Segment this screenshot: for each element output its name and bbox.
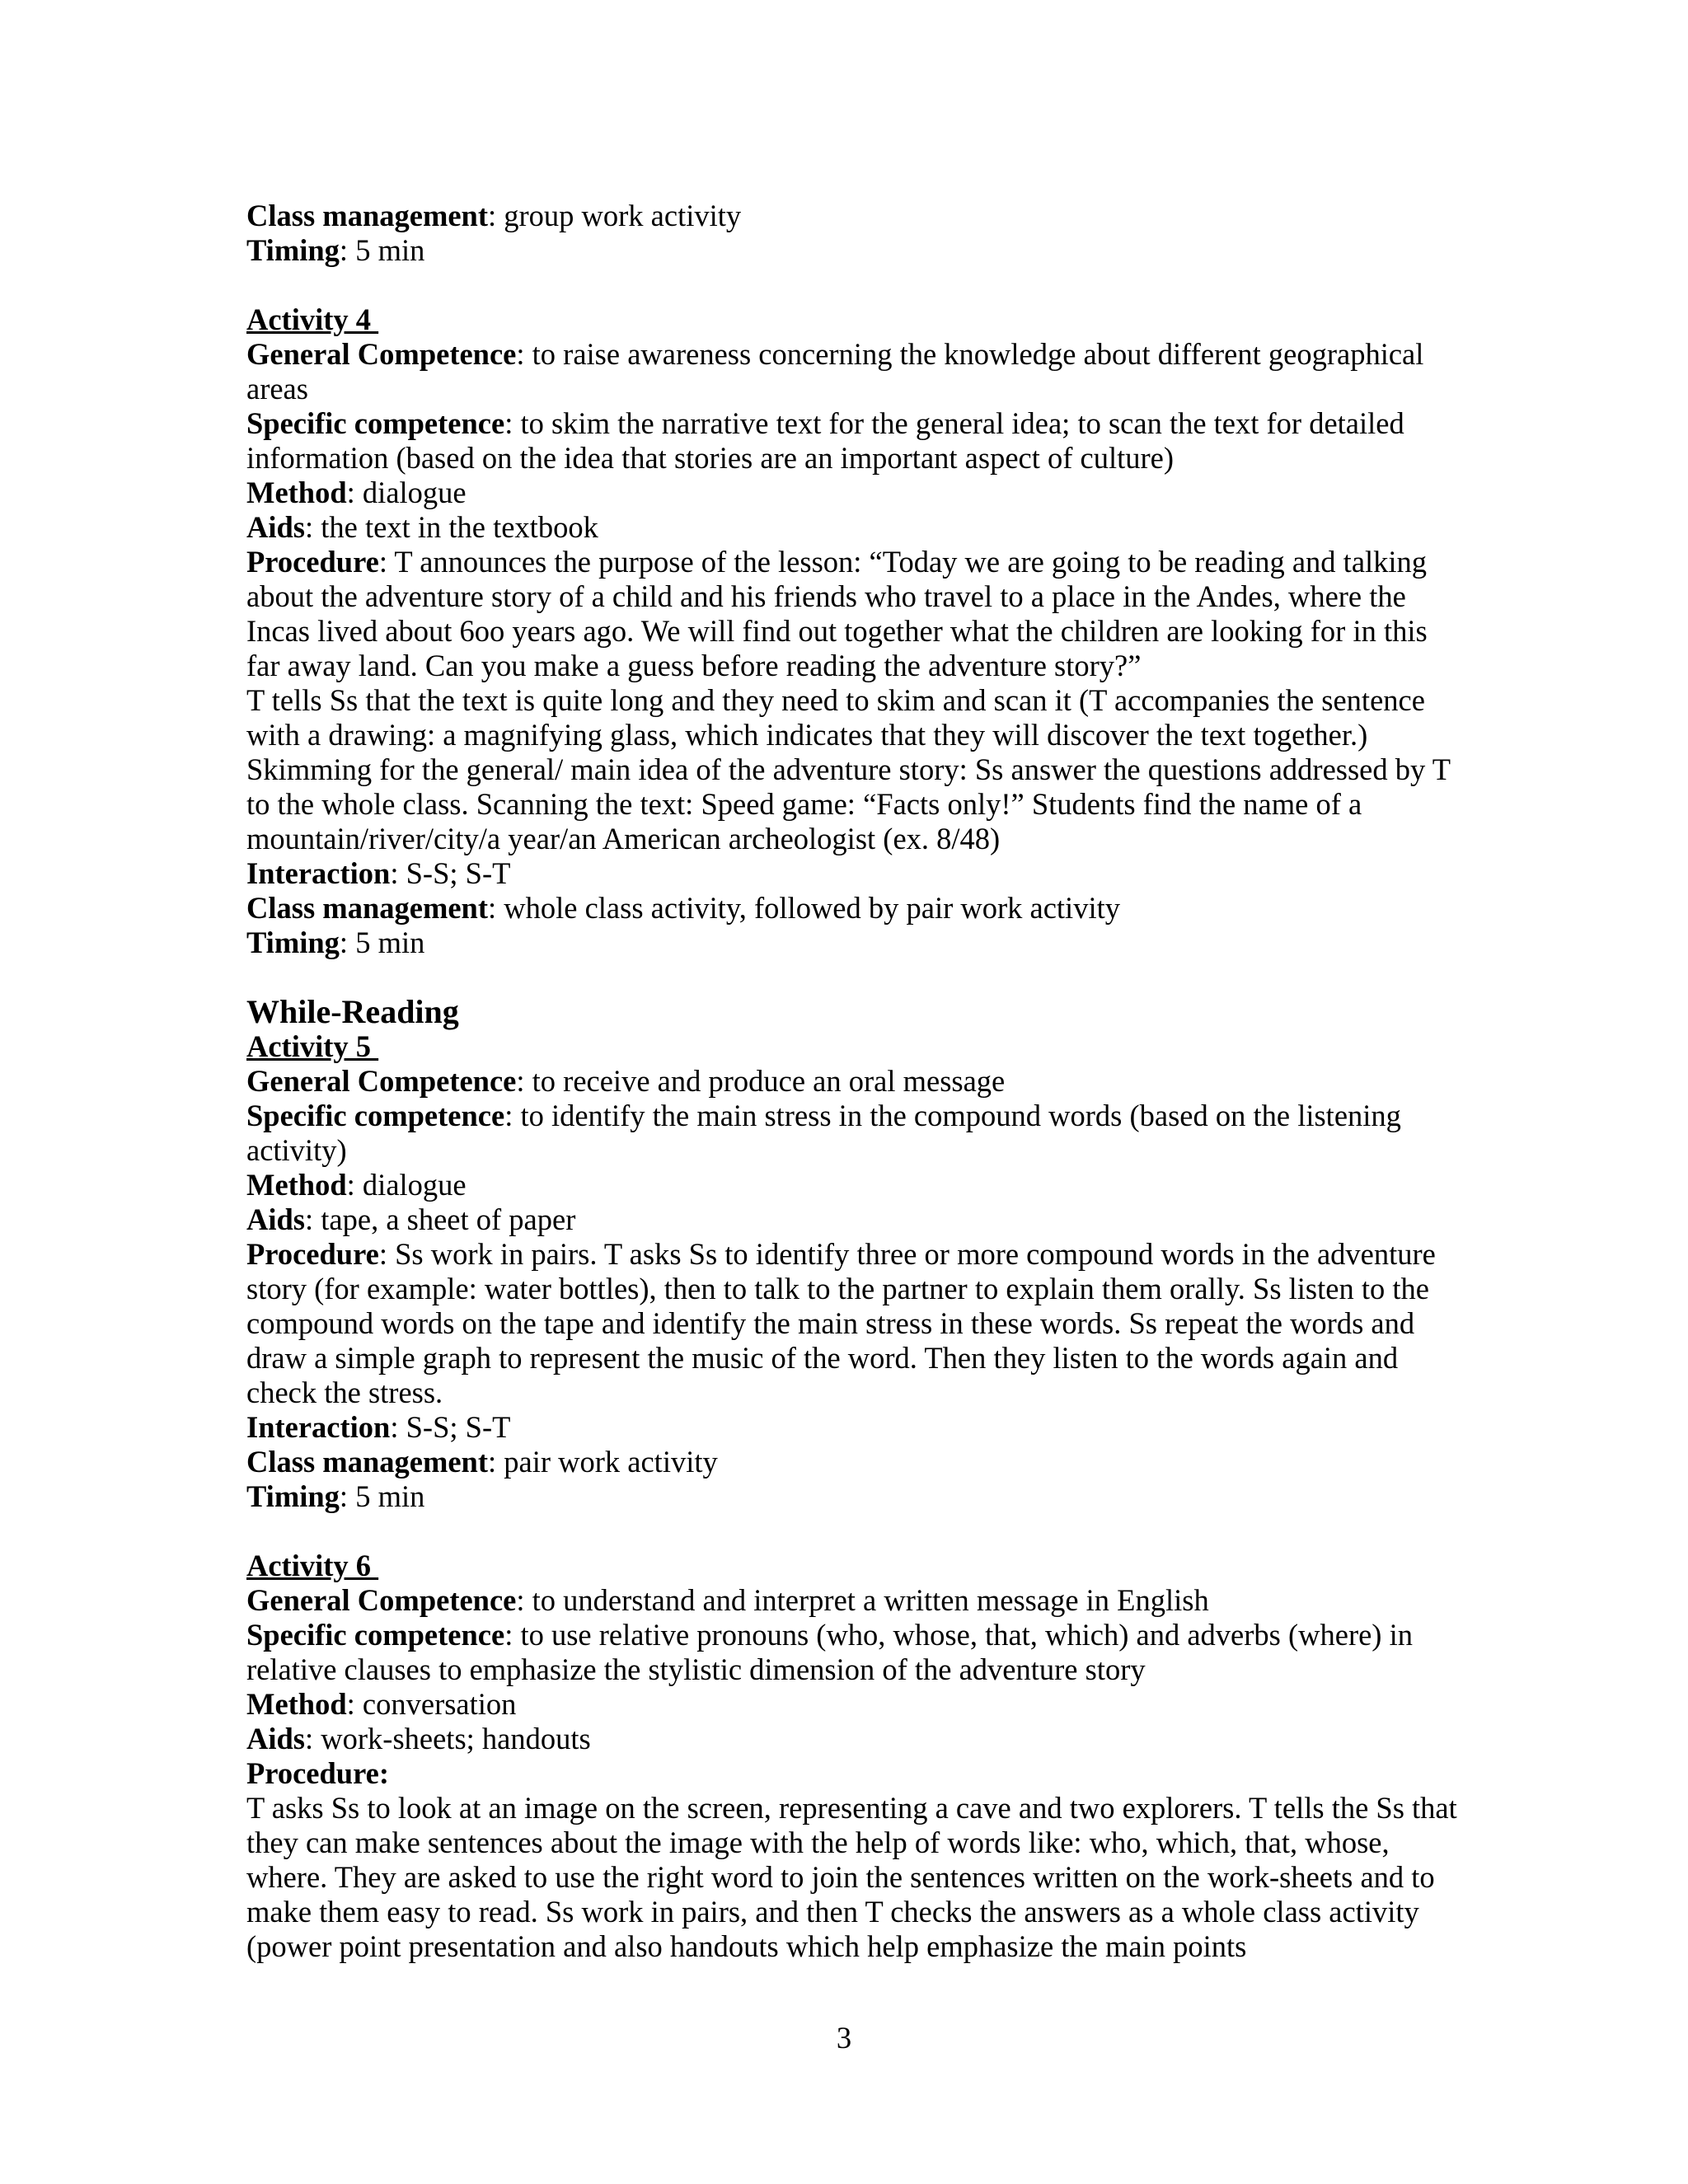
document-body	[246, 199, 1458, 1964]
activity-4-heading: Activity 4	[246, 302, 379, 336]
field-label: Method	[246, 1168, 347, 1202]
field-value: : Ss work in pairs. T asks Ss to identify three or more compound words in the adventure story (for example: water bottles), then to talk to the partner to explain them orally. Ss listen to the compound words on the tape and identify the main stress in these words. Ss repeat the words and draw a simple graph to represent the music of the word. Then they listen to the words again and check the stress.	[246, 1237, 1436, 1409]
field-label: Aids	[246, 1202, 306, 1236]
activity-6-heading: Activity 6	[246, 1549, 379, 1582]
field-label: Class management	[246, 891, 488, 925]
page-number: 3	[836, 2021, 852, 2055]
field-label: General Competence	[246, 337, 517, 371]
field-label: Method	[246, 476, 347, 509]
field-label: General Competence	[246, 1583, 517, 1617]
interaction-line	[246, 856, 1458, 891]
general-competence	[246, 1064, 1458, 1099]
field-value: : to raise awareness concerning the knowledge about different geographical areas	[246, 337, 1424, 405]
field-value: : conversation	[346, 1687, 517, 1721]
field-label: Procedure	[246, 1237, 379, 1271]
timing-line	[246, 926, 1458, 960]
field-value: : to understand and interpret a written message in English	[516, 1583, 1209, 1617]
field-value: : whole class activity, followed by pair work activity	[488, 891, 1120, 925]
class-management-line	[246, 1445, 1458, 1479]
field-value: : T announces the purpose of the lesson: “Today we are going to be reading and talking about the adventure story of a child and his friends who travel to a place in the Andes, where the Incas lived about 6oo years ago. We will find out together what the children are looking for in this far away land. Can you make a guess before reading the adventure story?”	[246, 545, 1428, 682]
field-value: : to skim the narrative text for the general idea; to scan the text for detailed information (based on the idea that stories are an important aspect of culture)	[246, 406, 1404, 475]
field-label: Procedure:	[246, 1756, 389, 1790]
field-label: Method	[246, 1687, 347, 1721]
field-value: : to receive and produce an oral message	[516, 1064, 1006, 1098]
field-value: : to identify the main stress in the compound words (based on the listening activity)	[246, 1099, 1401, 1167]
field-label: Class management	[246, 199, 488, 232]
procedure-paragraph: T asks Ss to look at an image on the screen, representing a cave and two explorers. T tells the Ss that they can make sentences about the image with the help of words like: who, which, that, whose, where. They are asked to use the right word to join the sentences written on the work-sheets and to make them easy to read. Ss work in pairs, and then T checks the answers as a whole class activity (power point presentation and also handouts which help emphasize the main points	[246, 1791, 1457, 1963]
procedure-paragraph-3: Skimming for the general/ main idea of the adventure story: Ss answer the questions addressed by T to the whole class. Scanning the text: Speed game: “Facts only!” Students find the name of a mountain/river/city/a year/an American archeologist (ex. 8/48)	[246, 752, 1451, 855]
interaction-line	[246, 1410, 1458, 1445]
activity-5-heading: Activity 5	[246, 1029, 379, 1063]
aids-line	[246, 1722, 1458, 1756]
specific-competence	[246, 406, 1458, 476]
field-value: : S-S; S-T	[390, 1410, 511, 1444]
method-line	[246, 1687, 1458, 1722]
field-value: : dialogue	[346, 1168, 467, 1202]
field-label: General Competence	[246, 1064, 517, 1098]
field-label: Specific competence	[246, 1099, 505, 1132]
field-value: : work-sheets; handouts	[305, 1722, 591, 1755]
procedure-paragraph	[246, 1237, 1458, 1410]
aids-line	[246, 510, 1458, 545]
class-management-line	[246, 891, 1458, 926]
field-label: Specific competence	[246, 1618, 505, 1652]
field-value: : 5 min	[339, 926, 425, 959]
specific-competence	[246, 1099, 1458, 1168]
general-competence	[246, 1583, 1458, 1618]
aids-line	[246, 1202, 1458, 1237]
spacer	[246, 960, 1458, 995]
field-label: Interaction	[246, 1410, 391, 1444]
timing-line	[246, 1479, 1458, 1514]
procedure-paragraph-2: T tells Ss that the text is quite long and they need to skim and scan it (T accompanies the sentence with a drawing: a magnifying glass, which indicates that they will discover the text together.)	[246, 683, 1425, 752]
field-value: : dialogue	[346, 476, 467, 509]
field-value: : 5 min	[339, 233, 425, 267]
field-label: Interaction	[246, 856, 391, 890]
field-value: : to use relative pronouns (who, whose, that, which) and adverbs (where) in relative clauses to emphasize the stylistic dimension of the adventure story	[246, 1618, 1413, 1686]
spacer	[246, 1514, 1458, 1549]
field-label: Timing	[246, 926, 340, 959]
section-heading: While-Reading	[246, 993, 459, 1030]
procedure-paragraph	[246, 545, 1458, 683]
field-value: : 5 min	[339, 1479, 425, 1513]
field-label: Procedure	[246, 545, 379, 579]
specific-competence	[246, 1618, 1458, 1687]
field-label: Class management	[246, 1445, 488, 1479]
field-value: : tape, a sheet of paper	[305, 1202, 576, 1236]
field-label: Timing	[246, 1479, 340, 1513]
field-value: : group work activity	[488, 199, 742, 232]
method-line	[246, 1168, 1458, 1202]
field-label: Specific competence	[246, 406, 505, 440]
spacer	[246, 268, 1458, 302]
class-management-line	[246, 199, 1458, 233]
timing-line	[246, 233, 1458, 268]
field-label: Aids	[246, 510, 306, 544]
field-value: : pair work activity	[488, 1445, 718, 1479]
field-label: Aids	[246, 1722, 306, 1755]
method-line	[246, 476, 1458, 510]
field-value: : the text in the textbook	[305, 510, 598, 544]
field-label: Timing	[246, 233, 340, 267]
procedure-heading	[246, 1756, 1458, 1791]
field-value: : S-S; S-T	[390, 856, 511, 890]
general-competence	[246, 337, 1458, 406]
